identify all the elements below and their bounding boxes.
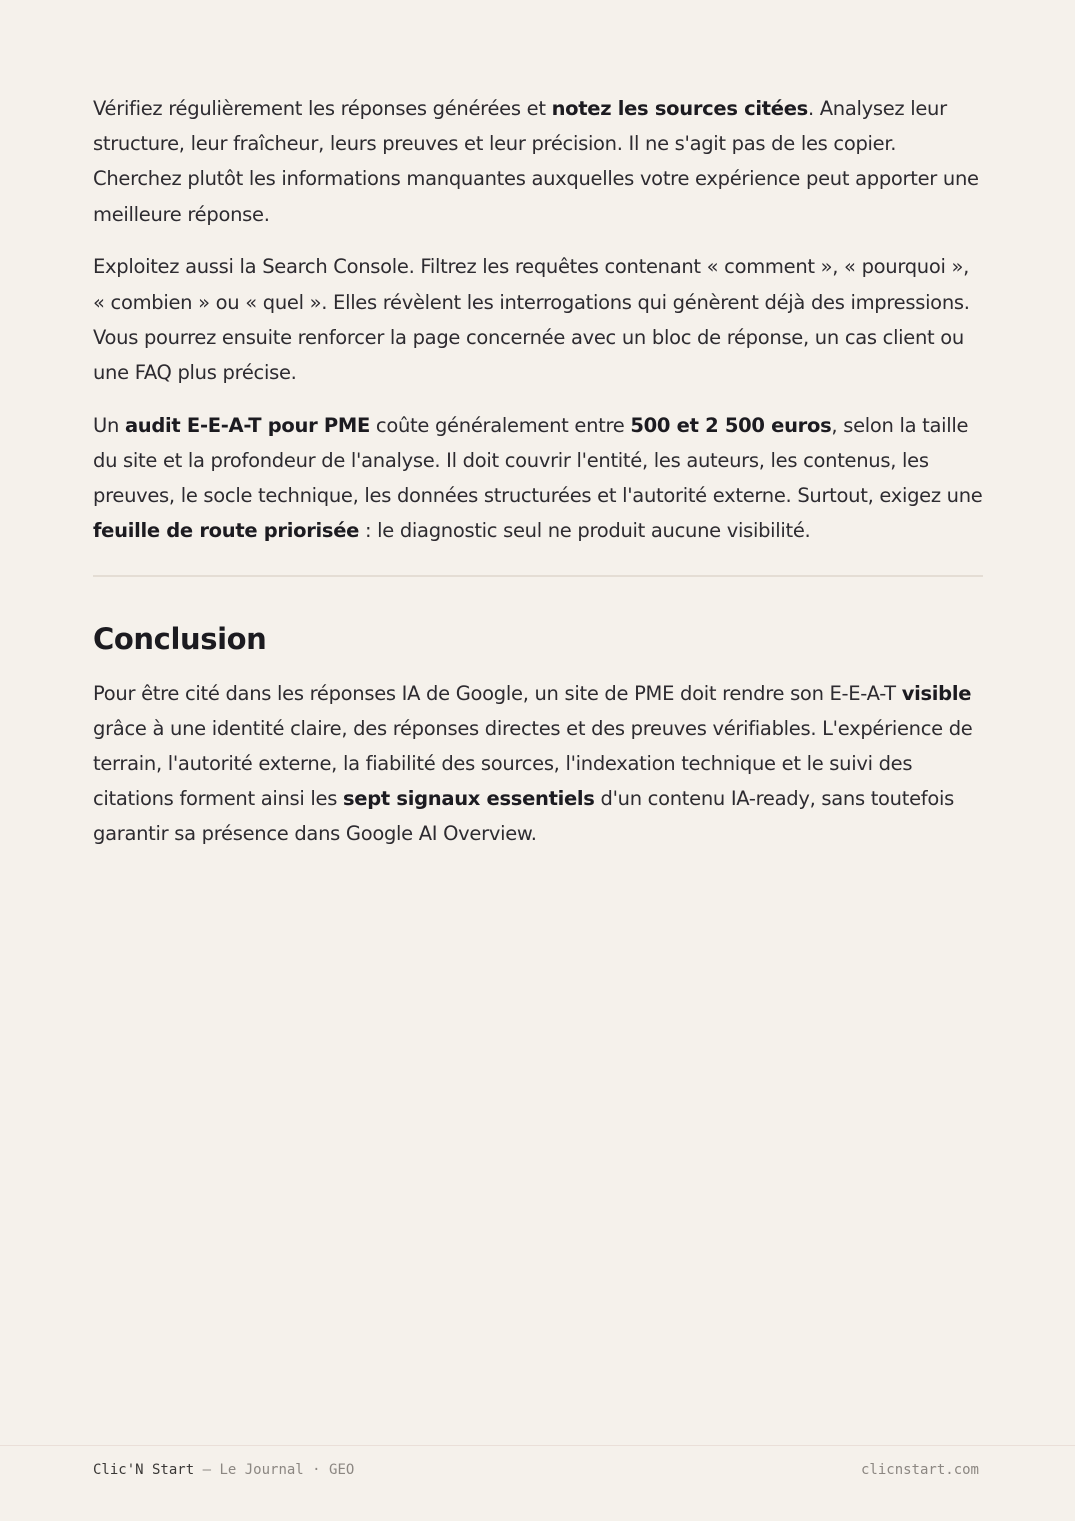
text-run: : le diagnostic seul ne produit aucune visibilité.	[359, 519, 811, 543]
conclusion-heading: Conclusion	[93, 621, 267, 656]
text-run: coûte généralement entre	[370, 413, 631, 437]
footer-brand: Clic'N Start	[93, 1462, 195, 1478]
emphasis-text: visible	[901, 681, 972, 705]
emphasis-text: sept signaux essentiels	[343, 787, 595, 811]
paragraph-audit-cost	[93, 408, 983, 549]
text-run: Vérifiez régulièrement les réponses générées et	[93, 97, 552, 120]
text-run: , selon la taille du site et la profondeur de l'analyse. Il doit couvrir l'entité, les auteurs, les contenus, les preuves, le socle technique, les données structurées et l'autorité externe. Surtout, exigez une	[93, 413, 983, 508]
paragraph-verify-sources	[93, 91, 983, 232]
text-run: d'un contenu IA-ready, sans toutefois garantir sa présence dans Google AI Overview.	[93, 787, 954, 846]
text-run: Exploitez aussi la Search Console. Filtrez les requêtes contenant « comment », « pourquoi », « combien » ou « quel ». Elles révèlent les interrogations qui génèrent déjà des impressions. Vous pourrez ensuite renforcer la page concernée avec un bloc de réponse, un cas client ou une FAQ plus précise.	[93, 255, 970, 385]
article-body	[93, 91, 983, 869]
text-run: Pour être cité dans les réponses IA de Google, un site de PME doit rendre son E-E-A-T	[93, 681, 902, 705]
footer-publication	[93, 1460, 354, 1480]
section-divider	[93, 575, 983, 577]
footer-site-link[interactable]: clicnstart.com	[860, 1462, 979, 1478]
footer-section: — Le Journal · GEO	[194, 1462, 355, 1478]
paragraph-conclusion	[93, 676, 983, 852]
emphasis-text: 500 et 2 500 euros	[630, 413, 832, 437]
page-footer	[0, 1445, 1075, 1521]
text-run: Un	[93, 413, 125, 437]
emphasis-text: notez les sources citées	[551, 97, 808, 120]
text-run: grâce à une identité claire, des réponses directes et des preuves vérifiables. L'expérience de terrain, l'autorité externe, la fiabilité des sources, l'indexation technique et le suivi des citations forment ainsi les	[93, 716, 973, 811]
emphasis-text: feuille de route priorisée	[93, 519, 360, 543]
emphasis-text: audit E-E-A-T pour PME	[124, 413, 371, 437]
paragraph-search-console	[93, 249, 983, 390]
text-run: . Analysez leur structure, leur fraîcheur, leurs preuves et leur précision. Il ne s'agit pas de les copier. Cherchez plutôt les informations manquantes auxquelles votre expérience peut apporter une meilleure réponse.	[93, 97, 979, 226]
